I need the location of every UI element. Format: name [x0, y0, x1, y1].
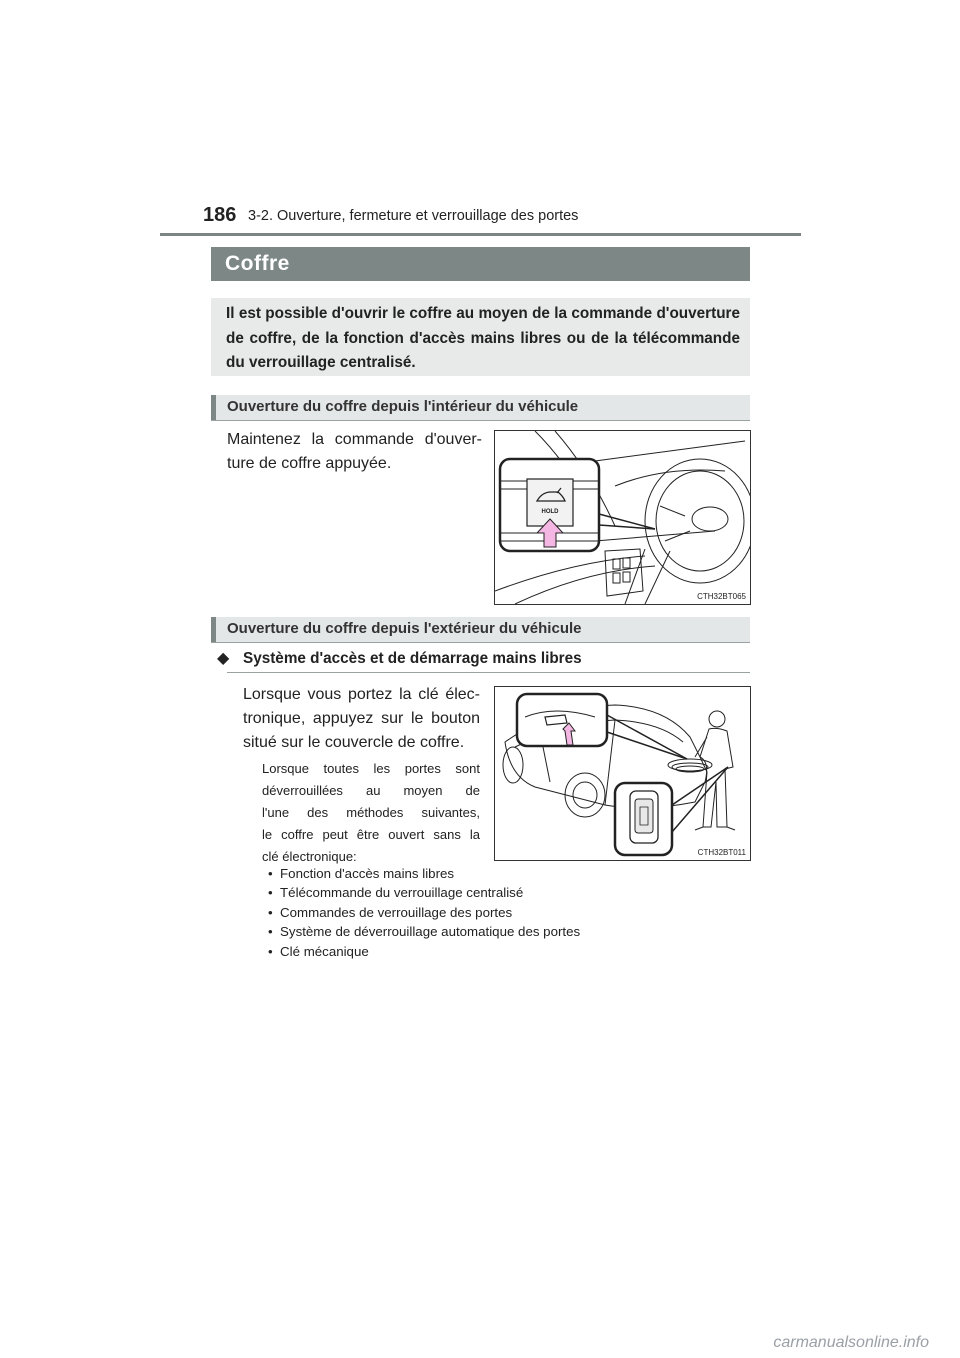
list-item-text: Fonction d'accès mains libres [280, 866, 455, 881]
dashboard-illustration [495, 431, 750, 604]
note-line5: clé électronique: [262, 849, 357, 864]
interior-heading-bar [211, 395, 750, 420]
section-title-bar [211, 247, 750, 281]
intro-box [211, 298, 750, 376]
exterior-instruction-line3: situé sur le couvercle de coffre. [243, 734, 465, 751]
note-line3: l'une des méthodes suivantes, [262, 805, 480, 820]
diamond-icon: ◆ [217, 650, 230, 667]
exterior-heading-bar [211, 617, 750, 642]
list-item-text: Télécommande du verrouillage centralisé [280, 885, 524, 900]
interior-heading-rule [211, 420, 750, 421]
hold-label: HOLD [541, 509, 559, 515]
interior-figure [494, 430, 751, 605]
trunk-illustration [495, 687, 750, 860]
exterior-heading-rule [211, 642, 750, 643]
exterior-heading: Ouverture du coffre depuis l'extérieur du véhicule [227, 620, 582, 637]
exterior-instruction-line2: tronique, appuyez sur le bouton [243, 710, 480, 727]
list-item: • Système de déverrouillage automatique des portes [268, 924, 581, 939]
interior-instruction-line2: ture de coffre appuyée. [227, 455, 392, 472]
note-line2: déverrouillées au moyen de [262, 783, 480, 798]
list-item: • Clé mécanique [268, 944, 369, 959]
exterior-figure [494, 686, 751, 861]
page-number: 186 [203, 204, 237, 226]
chapter-title: 3-2. Ouverture, fermeture et verrouillage des portes [248, 208, 579, 224]
list-item: • Fonction d'accès mains libres [268, 866, 455, 881]
note-line1: Lorsque toutes les portes sont [262, 761, 480, 776]
interior-instruction-line1: Maintenez la commande d'ouver- [227, 431, 482, 448]
exterior-subheading: Système d'accès et de démarrage mains libres [243, 650, 582, 667]
intro-text: Il est possible d'ouvrir le coffre au moyen de la commande d'ouverture de coffre, de la fonction d'accès mains libres ou de la télécommande du verrouillage centralisé. [226, 305, 740, 371]
watermark: carmanualsonline.info [773, 1334, 929, 1351]
list-item-text: Système de déverrouillage automatique des portes [280, 924, 581, 939]
note-line4: le coffre peut être ouvert sans la [262, 827, 480, 842]
subheading-rule [227, 672, 750, 673]
exterior-figure-code: CTH32BT011 [697, 848, 746, 857]
header-rule [160, 233, 801, 236]
section-title: Coffre [225, 252, 290, 275]
list-item: • Commandes de verrouillage des portes [268, 905, 513, 920]
list-item-text: Clé mécanique [280, 944, 369, 959]
exterior-instruction-line1: Lorsque vous portez la clé élec- [243, 686, 480, 703]
interior-figure-code: CTH32BT065 [697, 592, 746, 601]
list-item: • Télécommande du verrouillage centralisé [268, 885, 524, 900]
interior-heading: Ouverture du coffre depuis l'intérieur du véhicule [227, 398, 579, 415]
list-item-text: Commandes de verrouillage des portes [280, 905, 513, 920]
